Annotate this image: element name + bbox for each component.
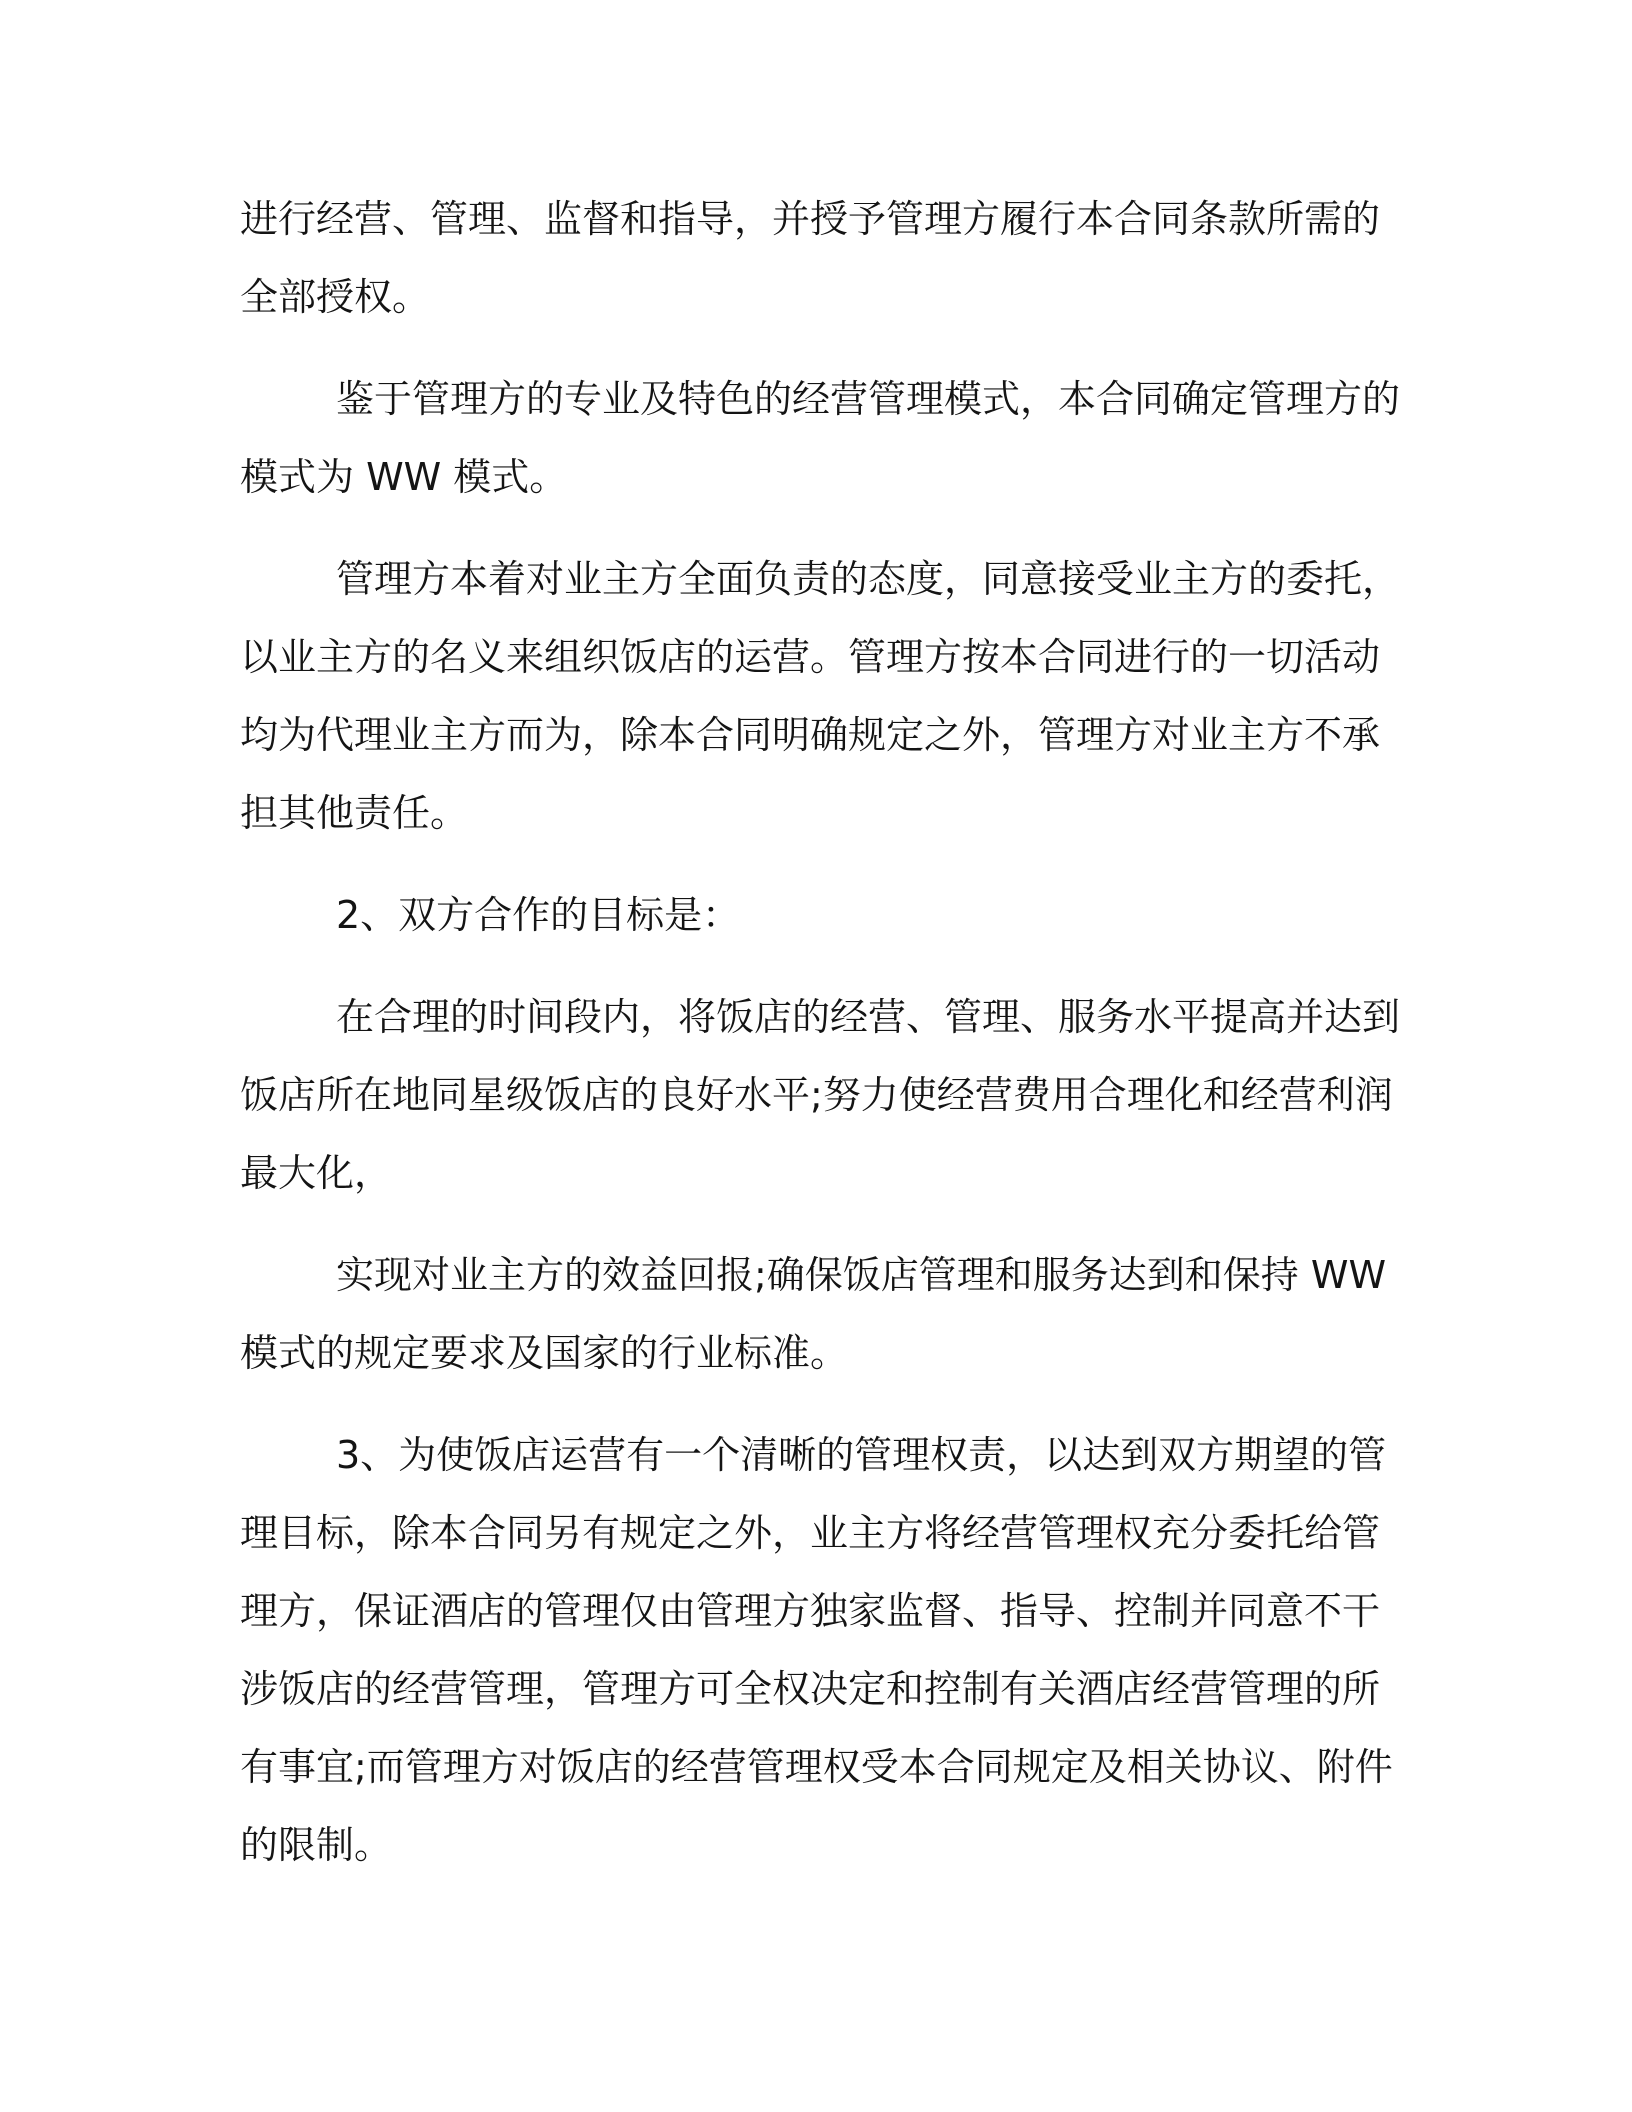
paragraph-returns (240, 1236, 1400, 1392)
text-line: 模式为 WW 模式。 (240, 455, 568, 499)
text-line: 有事宜;而管理方对饭店的经营管理权受本合同规定及相关协议、附件 (240, 1745, 1393, 1789)
paragraph-agency (240, 540, 1400, 852)
text-line: 均为代理业主方而为，除本合同明确规定之外，管理方对业主方不承 (240, 713, 1381, 757)
text-line: 最大化， (240, 1151, 393, 1195)
text-line: 理目标，除本合同另有规定之外，业主方将经营管理权充分委托给管 (240, 1511, 1381, 1555)
text-line: 2、双方合作的目标是： (336, 893, 741, 937)
document-page (240, 180, 1400, 1884)
text-line: 饭店所在地同星级饭店的良好水平;努力使经营费用合理化和经营利润 (240, 1073, 1393, 1117)
text-line: 实现对业主方的效益回报;确保饭店管理和服务达到和保持 WW (336, 1253, 1387, 1297)
clause-2-heading (240, 876, 1400, 954)
clause-3 (240, 1416, 1400, 1884)
text-line: 以业主方的名义来组织饭店的运营。管理方按本合同进行的一切活动 (240, 635, 1381, 679)
paragraph-objectives (240, 978, 1400, 1212)
text-line: 模式的规定要求及国家的行业标准。 (240, 1331, 849, 1375)
text-line: 3、为使饭店运营有一个清晰的管理权责，以达到双方期望的管 (336, 1433, 1387, 1477)
text-line: 的限制。 (240, 1823, 393, 1867)
paragraph-management-mode (240, 360, 1400, 516)
text-line: 理方，保证酒店的管理仅由管理方独家监督、指导、控制并同意不干 (240, 1589, 1381, 1633)
paragraph-continuation (240, 180, 1400, 336)
text-line: 管理方本着对业主方全面负责的态度，同意接受业主方的委托， (336, 557, 1401, 601)
text-line: 全部授权。 (240, 275, 431, 319)
text-line: 进行经营、管理、监督和指导，并授予管理方履行本合同条款所需的 (240, 197, 1381, 241)
text-line: 鉴于管理方的专业及特色的经营管理模式，本合同确定管理方的 (336, 377, 1401, 421)
text-line: 在合理的时间段内，将饭店的经营、管理、服务水平提高并达到 (336, 995, 1401, 1039)
text-line: 涉饭店的经营管理，管理方可全权决定和控制有关酒店经营管理的所 (240, 1667, 1381, 1711)
text-line: 担其他责任。 (240, 791, 469, 835)
